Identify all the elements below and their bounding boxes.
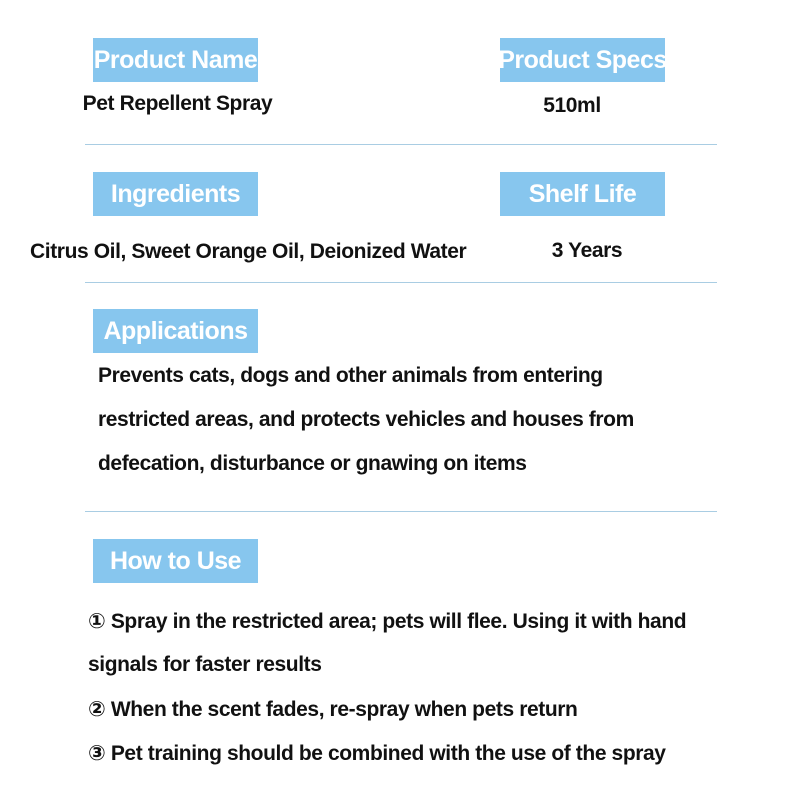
product-name-value: Pet Repellent Spray: [82, 92, 273, 115]
divider-3: [85, 511, 717, 512]
applications-line-1: Prevents cats, dogs and other animals from entering: [98, 364, 603, 387]
divider-1: [85, 144, 717, 145]
applications-line-2: restricted areas, and protects vehicles and houses from: [98, 408, 634, 431]
shelf-life-badge: Shelf Life: [500, 172, 665, 216]
how-to-use-line-4: ③ Pet training should be combined with the use of the spray: [88, 742, 666, 765]
how-to-use-line-2: signals for faster results: [88, 653, 322, 676]
product-specs-value: 510ml: [543, 94, 601, 117]
how-to-use-badge: How to Use: [93, 539, 258, 583]
product-name-badge: Product Name: [93, 38, 258, 82]
divider-2: [85, 282, 717, 283]
applications-badge: Applications: [93, 309, 258, 353]
product-specs-badge: Product Specs: [500, 38, 665, 82]
ingredients-value: Citrus Oil, Sweet Orange Oil, Deionized Water: [30, 240, 467, 263]
how-to-use-line-1: ① Spray in the restricted area; pets will flee. Using it with hand: [88, 610, 687, 633]
applications-line-3: defecation, disturbance or gnawing on items: [98, 452, 527, 475]
ingredients-badge: Ingredients: [93, 172, 258, 216]
shelf-life-value: 3 Years: [551, 239, 623, 262]
how-to-use-line-3: ② When the scent fades, re-spray when pets return: [88, 698, 578, 721]
